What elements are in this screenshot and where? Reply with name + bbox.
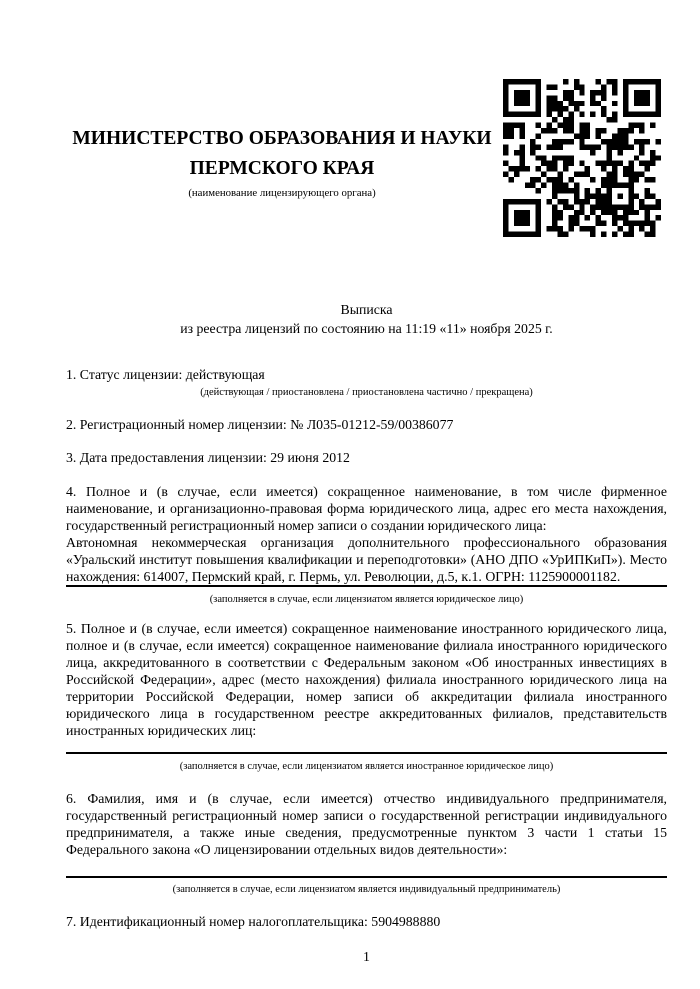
- individual-caption: (заполняется в случае, если лицензиатом является индивидуальный предприниматель): [172, 884, 561, 895]
- document-content: [0, 124, 700, 966]
- item-registration-number: 2. Регистрационный номер лицензии: № Л035-01212-59/00386077: [66, 417, 454, 432]
- extract-heading: [66, 300, 667, 338]
- qr-code-image: [503, 79, 661, 237]
- individual-blank-rule: [66, 876, 667, 878]
- ministry-name-line1: МИНИСТЕРСТВО ОБРАЗОВАНИЯ И НАУКИ: [72, 128, 492, 149]
- item-license-status: 1. Статус лицензии: действующая: [66, 367, 265, 382]
- licensing-authority-caption: (наименование лицензирующего органа): [188, 187, 376, 199]
- item-grant-date: 3. Дата предоставления лицензии: 29 июня 2012: [66, 450, 350, 465]
- legal-entity-caption: (заполняется в случае, если лицензиатом является юридическое лицо): [209, 594, 524, 605]
- foreign-entity-caption: (заполняется в случае, если лицензиатом является иностранное юридическое лицо): [179, 761, 554, 772]
- item-legal-entity-label: 4. Полное и (в случае, если имеется) сокращенное наименование, в том числе фирменное наименование, и организационно-правовая форма юридического лица, адрес его места нахождения, государственный регистрационный номер записи о создании юридического лица:: [66, 484, 667, 533]
- item-foreign-entity-label: 5. Полное и (в случае, если имеется) сокращенное наименование иностранного юридического лица, полное и (в случае, если имеется) сокращенное наименование филиала иностранного юридического лица, аккредитованного в соответствии с Федеральным законом «Об иностранных инвестициях в Российской Федерации», адрес (место нахождения) филиала иностранного юридического лица на территории Российской Федерации, номер записи об аккредитации филиала иностранного юридического лица в государственном реестре аккредитованных филиалов, представительств иностранных юридических лиц:: [66, 621, 667, 738]
- licensing-authority-name: [66, 124, 498, 184]
- license-status-caption: (действующая / приостановлена / приостановлена частично / прекращена): [200, 387, 533, 398]
- qr-code-icon: [503, 79, 661, 237]
- item-legal-entity-value: Автономная некоммерческая организация дополнительного профессионального образования «Уральский институт повышения квалификации и переподготовки» (АНО ДПО «УрИПКиП»). Место нахождения: 614007, Пермский край, г. Пермь, ул. Революции, д.5, к.1. ОГРН: 1125900001182.: [66, 534, 667, 587]
- extract-subtitle: из реестра лицензий по состоянию на 11:19 «11» ноября 2025 г.: [180, 321, 553, 336]
- item-individual-label: 6. Фамилия, имя и (в случае, если имеется) отчество индивидуального предпринимателя, государственный регистрационный номер записи о государственной регистрации индивидуального предпринимателя, а также иные сведения, предусмотренные пунктом 3 части 1 статьи 15 Федерального закона «О лицензировании отдельных видов деятельности»:: [66, 791, 667, 857]
- item-taxpayer-number: 7. Идентификационный номер налогоплательщика: 5904988880: [66, 914, 441, 929]
- extract-title: Выписка: [340, 302, 393, 317]
- foreign-entity-blank-rule: [66, 752, 667, 754]
- page-number: 1: [363, 949, 370, 964]
- ministry-name-line2: ПЕРМСКОГО КРАЯ: [189, 158, 375, 179]
